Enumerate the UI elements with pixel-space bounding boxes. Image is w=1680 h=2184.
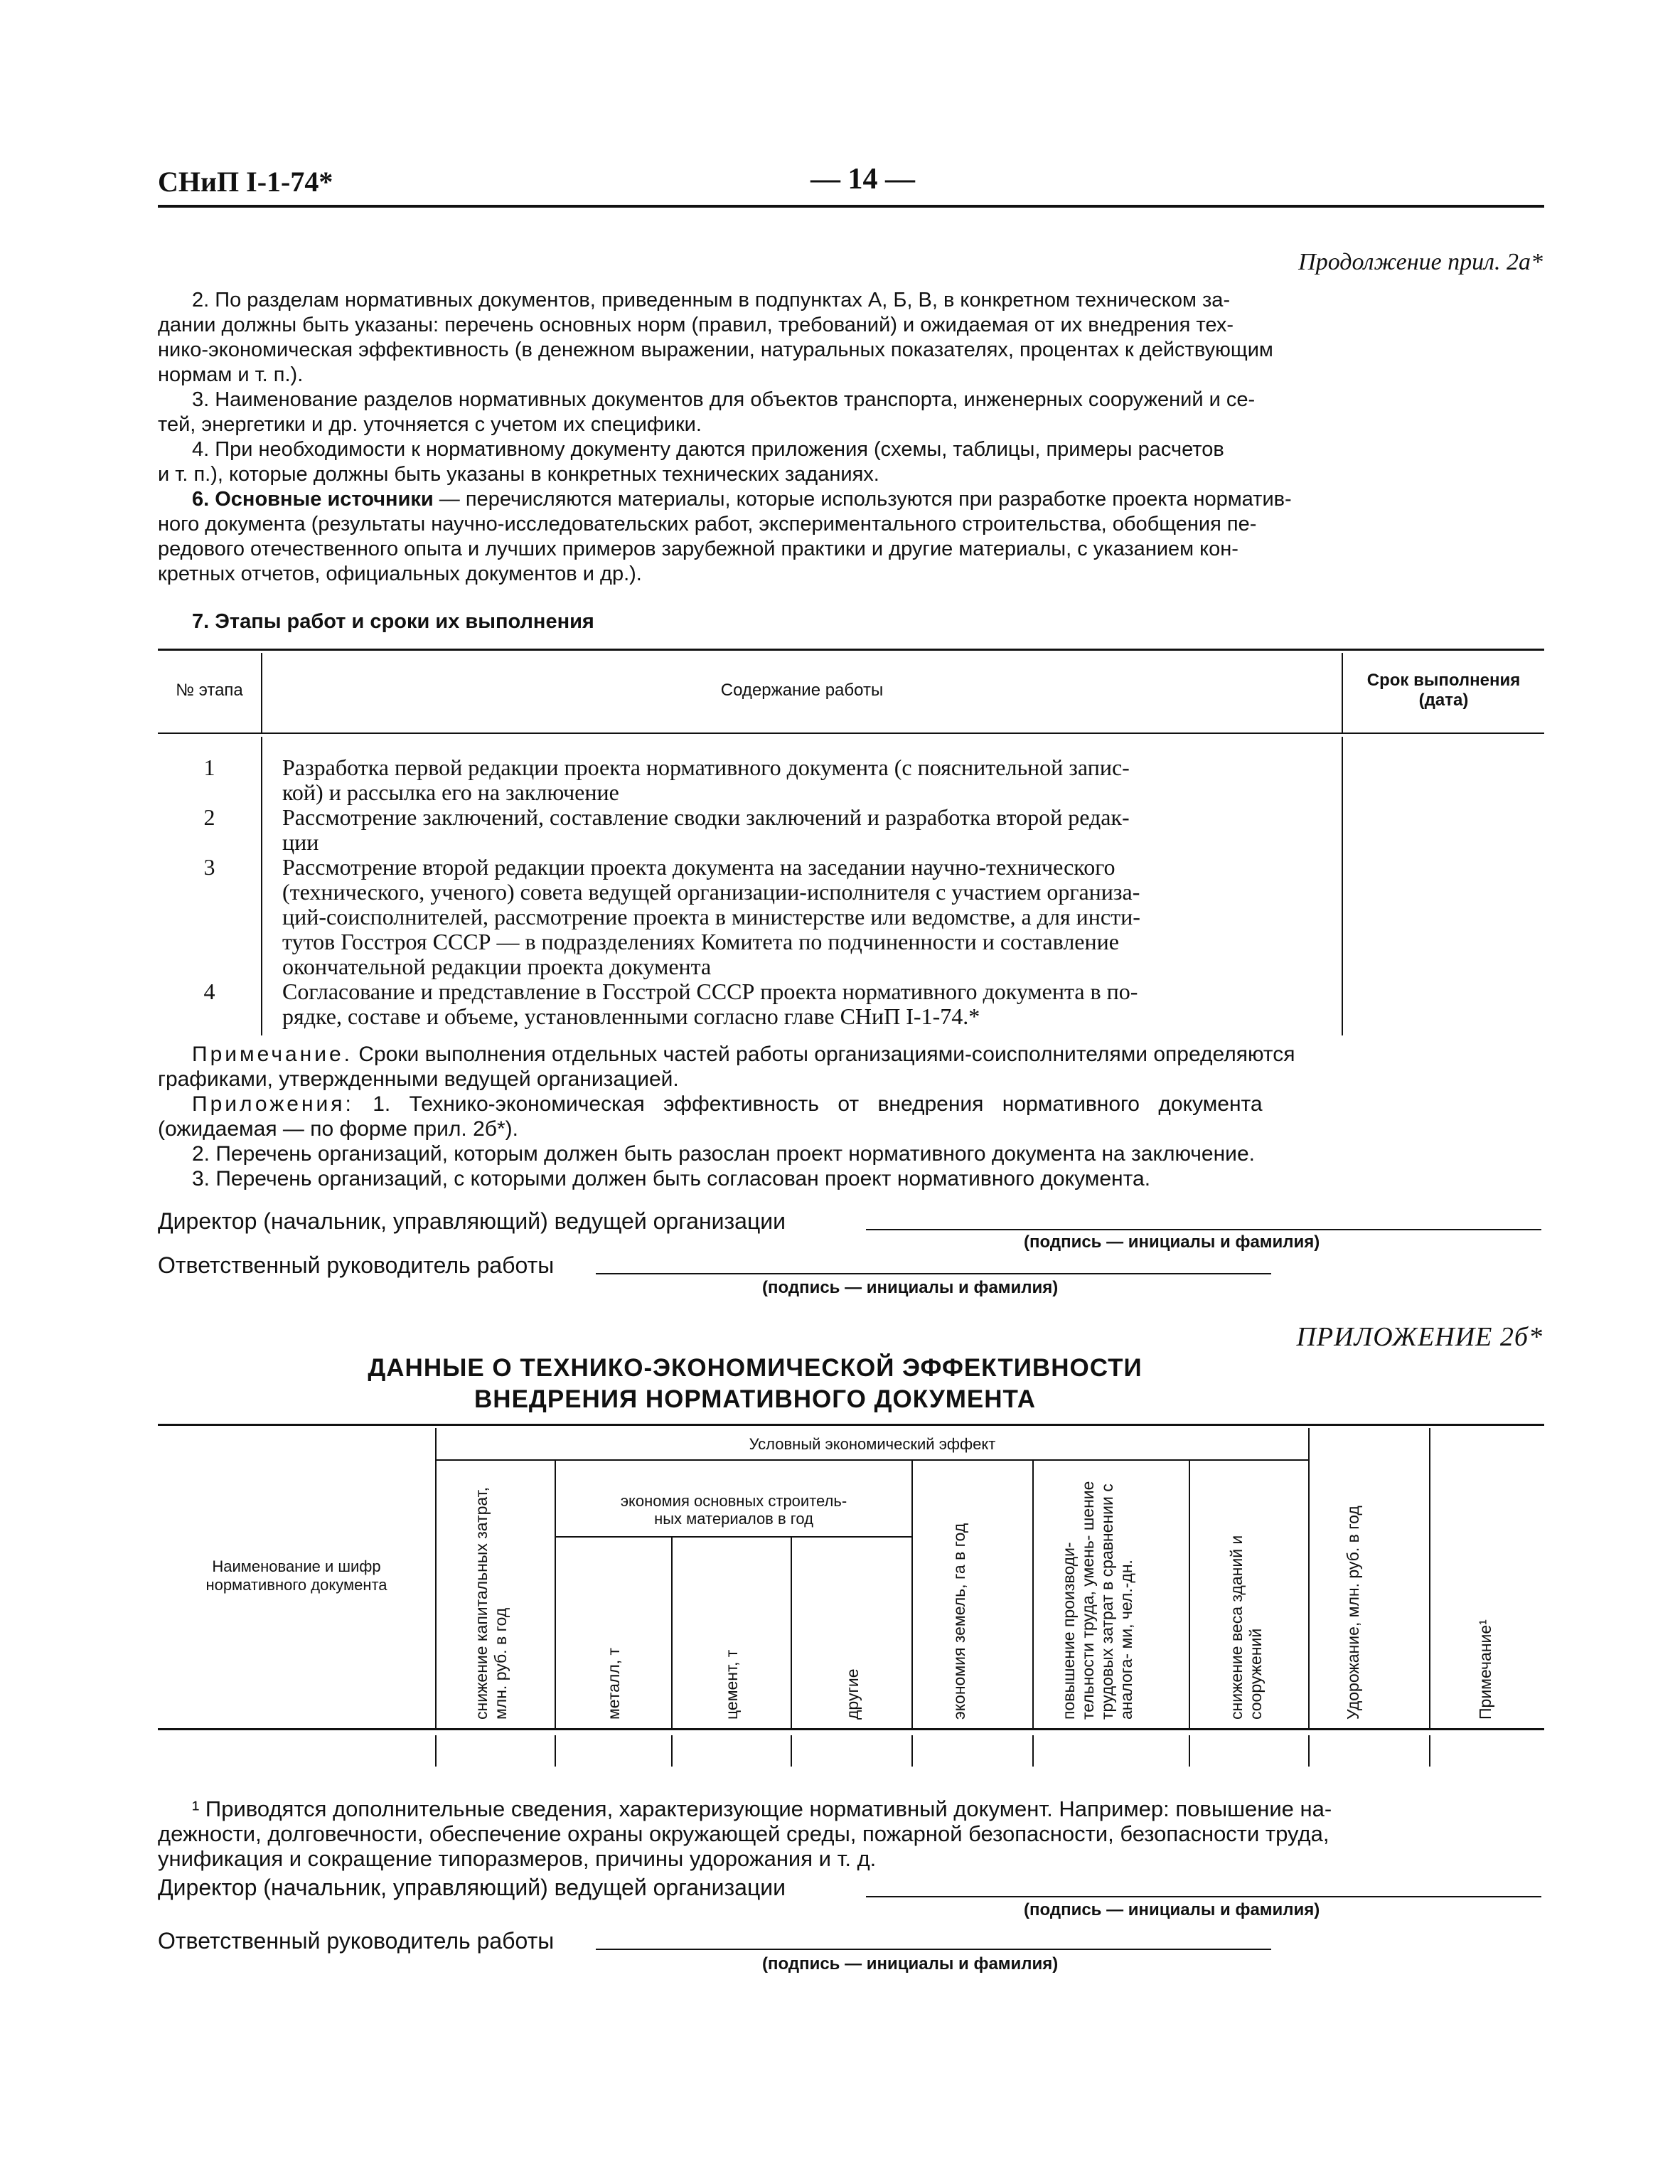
para-6-line-4: кретных отчетов, официальных документов и др.).	[158, 563, 642, 585]
effect-body-stub-3	[671, 1735, 673, 1767]
section-7-title: 7. Этапы работ и сроки их выполнения	[192, 610, 594, 633]
para-6-line-1: 6. Основные источники — перечисляются материалы, которые используются при разработке проекта норматив-	[192, 488, 1292, 511]
appendix-line-1: Приложения: 1. Технико-экономическая эффективность от внедрения нормативного документа	[192, 1092, 1263, 1116]
appendix-lead: Приложения:	[192, 1092, 354, 1116]
effect-col-land: экономия земель, га в год	[950, 1523, 968, 1720]
effect-col-line-g	[1189, 1461, 1190, 1728]
para-3-line-1: 3. Наименование разделов нормативных документов для объектов транспорта, инженерных сооружений и се-	[192, 388, 1256, 411]
stage-number: 2	[203, 804, 215, 830]
stage-content-line: ций-соисполнителей, рассмотрение проекта в министерстве или ведомстве, а для инсти-	[282, 904, 1140, 929]
col-deadline: Срок выполнения (дата)	[1366, 671, 1521, 710]
stage-content-line: Разработка первой редакции проекта нормативного документа (с пояснительной запис-	[282, 755, 1130, 780]
appendix-line-2: (ожидаемая — по форме прил. 2б*).	[158, 1117, 518, 1141]
stage-content-line: (технического, ученого) совета ведущей организации-исполнителя с участием организа-	[282, 879, 1140, 905]
stage-row	[158, 979, 1342, 1029]
stage-content	[261, 979, 1327, 1029]
page-number: — 14 —	[810, 163, 915, 196]
stage-content	[261, 755, 1327, 805]
effect-col-line-f	[1032, 1461, 1034, 1728]
effect-col-line-c	[1429, 1428, 1430, 1728]
note-lead: Примечание.	[192, 1043, 353, 1066]
note-line-1: Примечание. Сроки выполнения отдельных частей работы организациями-соисполнителями определяются	[192, 1043, 1295, 1066]
footnote-block	[158, 1796, 1544, 1871]
stage-number: 3	[203, 854, 215, 880]
lead-caption-top: (подпись — инициалы и фамилия)	[762, 1278, 1059, 1297]
effect-body-stub-6	[1032, 1735, 1034, 1767]
header-rule	[158, 205, 1544, 208]
effect-col-line-b	[1308, 1428, 1310, 1728]
para-6-lead: 6. Основные источники	[192, 488, 434, 511]
effect-col-line-i	[791, 1538, 792, 1728]
effect-col-weight: снижение веса зданий и сооружений	[1227, 1535, 1265, 1720]
stage-row	[158, 805, 1342, 855]
lead-label-bottom: Ответственный руководитель работы	[158, 1928, 555, 1954]
col-work-content: Содержание работы	[720, 681, 884, 700]
stages-table-top-rule	[158, 649, 1544, 651]
effect-body-stub-9	[1429, 1735, 1430, 1767]
stage-content-line: Рассмотрение заключений, составление сводки заключений и разработка второй редак-	[282, 804, 1130, 830]
stage-row	[158, 755, 1342, 805]
para-2-line-3: нико-экономическая эффективность (в денежном выражении, натуральных показателях, процентах к действующим	[158, 339, 1273, 361]
stage-content-line: Согласование и представление в Госстрой СССР проекта нормативного документа в по-	[282, 979, 1138, 1004]
appendix-item-2: 2. Перечень организаций, которым должен быть разослан проект нормативного документа на заключение.	[192, 1142, 1255, 1166]
document-code: СНиП I-1-74*	[158, 166, 333, 198]
director-caption-top: (подпись — инициалы и фамилия)	[1024, 1232, 1320, 1252]
stage-content-line: ции	[282, 829, 319, 855]
effect-body-stub-8	[1308, 1735, 1310, 1767]
stage-content-line: окончательной редакции проекта документа	[282, 954, 712, 979]
stage-content-line: Рассмотрение второй редакции проекта документа на заседании научно-технического	[282, 854, 1115, 880]
director-signature-line-bottom[interactable]	[866, 1896, 1541, 1897]
stage-content	[261, 855, 1327, 979]
stage-content-line: рядке, составе и объеме, установленными согласно главе СНиП I-1-74.*	[282, 1003, 980, 1029]
continuation-note: Продолжение прил. 2а*	[1298, 249, 1543, 275]
stage-content	[261, 805, 1327, 855]
stages-body-divider-2	[1342, 737, 1343, 1035]
director-signature-line-top[interactable]	[866, 1229, 1541, 1230]
note-line-2: графиками, утвержденными ведущей организацией.	[158, 1067, 679, 1091]
effect-body-stub-5	[911, 1735, 913, 1767]
para-2-line-2: дании должны быть указаны: перечень основных норм (правил, требований) и ожидаемая от их внедрения тех-	[158, 314, 1234, 336]
effect-group-header: Условный экономический эффект	[749, 1435, 996, 1453]
para-6-line-2: ного документа (результаты научно-исследовательских работ, экспериментального строительства, обобщения пе-	[158, 513, 1257, 536]
effect-materials-rule	[556, 1536, 911, 1538]
effect-col-line-e	[911, 1461, 913, 1728]
stages-rows	[158, 755, 1342, 1029]
footnote-line-3: унификация и сокращение типоразмеров, причины удорожания и т. д.	[158, 1846, 877, 1871]
effect-body-stub-1	[435, 1735, 437, 1767]
notes-block	[158, 1042, 1544, 1191]
effect-col-line-h	[671, 1538, 673, 1728]
effect-col-cement: цемент, т	[722, 1649, 741, 1720]
para-3-line-2: тей, энергетики и др. уточняется с учетом их специфики.	[158, 413, 702, 436]
col-stage-number: № этапа	[176, 681, 243, 700]
stage-content-line: тутов Госстроя СССР — в подразделениях Комитета по подчиненности и составление	[282, 929, 1119, 954]
footnote-line-2: дежности, долговечности, обеспечение охраны окружающей среды, пожарной безопасности, безопасности труда,	[158, 1821, 1329, 1846]
stage-row	[158, 855, 1342, 979]
lead-caption-bottom: (подпись — инициалы и фамилия)	[762, 1954, 1059, 1973]
effect-col-other: другие	[843, 1668, 862, 1720]
effect-col-line-a	[435, 1428, 437, 1728]
para-2-line-1: 2. По разделам нормативных документов, приведенным в подпунктах А, Б, В, в конкретном техническом за-	[192, 289, 1231, 311]
lead-signature-line-top[interactable]	[596, 1273, 1271, 1274]
stage-number: 1	[203, 755, 215, 780]
effect-body-stub-2	[555, 1735, 556, 1767]
instructions-block	[158, 288, 1544, 587]
para-4-line-1: 4. При необходимости к нормативному документу даются приложения (схемы, таблицы, примеры расчетов	[192, 438, 1224, 461]
effect-col-cost: Удорожание, млн. руб. в год	[1344, 1506, 1362, 1720]
director-label-top: Директор (начальник, управляющий) ведущей организации	[158, 1208, 786, 1234]
appendix-item-3: 3. Перечень организаций, с которыми должен быть согласован проект нормативного документа.	[192, 1167, 1151, 1190]
para-2-line-4: нормам и т. п.).	[158, 363, 304, 386]
appendix-label: ПРИЛОЖЕНИЕ 2б*	[1296, 1322, 1543, 1352]
para-6-line-3: редового отечественного опыта и лучших примеров зарубежной практики и другие материалы, с указанием кон-	[158, 538, 1238, 560]
director-label-bottom: Директор (начальник, управляющий) ведущей организации	[158, 1875, 786, 1900]
effect-body-stub-7	[1189, 1735, 1190, 1767]
effect-table-top-rule	[158, 1424, 1544, 1426]
para-4-line-2: и т. п.), которые должны быть указаны в конкретных технических заданиях.	[158, 463, 879, 486]
effect-group-rule	[437, 1459, 1308, 1461]
stage-number: 4	[203, 979, 215, 1004]
effect-table-header-rule	[158, 1728, 1544, 1730]
lead-signature-line-bottom[interactable]	[596, 1949, 1271, 1950]
director-caption-bottom: (подпись — инициалы и фамилия)	[1024, 1900, 1320, 1919]
stage-content-line: кой) и рассылка его на заключение	[282, 779, 619, 805]
effect-col-note: Примечание¹	[1476, 1619, 1494, 1720]
footnote-line-1: ¹ Приводятся дополнительные сведения, характеризующие нормативный документ. Например: повышение на-	[192, 1796, 1332, 1821]
effect-materials-header: экономия основных строитель- ных материалов в год	[620, 1492, 847, 1528]
effect-col-labor: повышение производи- тельности труда, умень- шение трудовых затрат в сравнении с аналога- ми, чел.-дн.	[1059, 1481, 1135, 1720]
effect-col-capital: снижение капитальных затрат, млн. руб. в год	[472, 1486, 510, 1720]
effect-body-stub-4	[791, 1735, 792, 1767]
effect-col-metal: металл, т	[604, 1647, 623, 1720]
appendix-title: ДАННЫЕ О ТЕХНИКО-ЭКОНОМИЧЕСКОЙ ЭФФЕКТИВНОСТИ ВНЕДРЕНИЯ НОРМАТИВНОГО ДОКУМЕНТА	[368, 1354, 1143, 1413]
effect-col-name: Наименование и шифр нормативного документа	[205, 1557, 387, 1594]
lead-label-top: Ответственный руководитель работы	[158, 1252, 555, 1278]
stages-table-header-rule	[158, 733, 1544, 734]
